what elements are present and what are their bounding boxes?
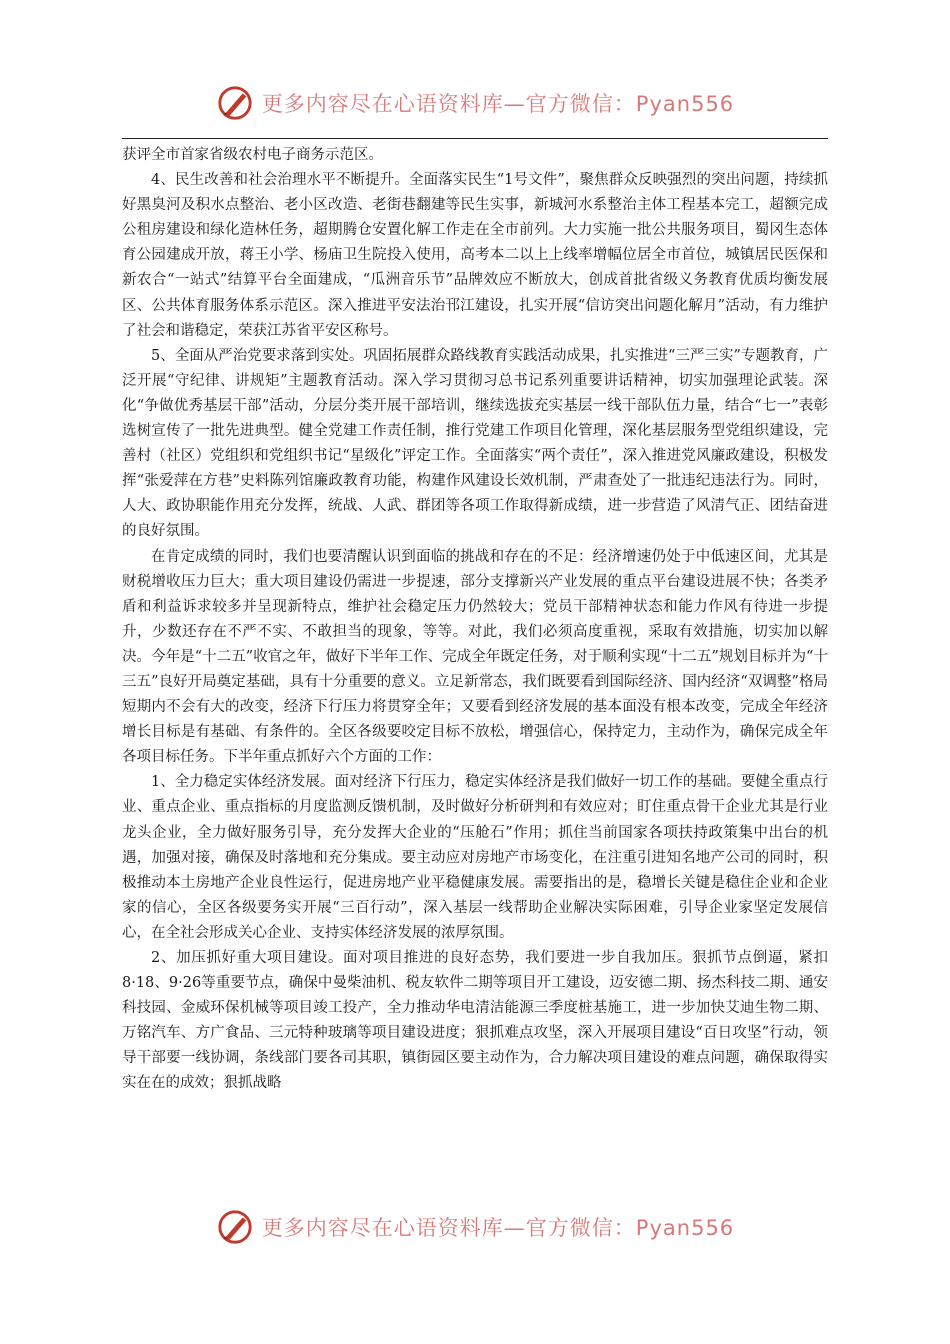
paragraph: 1、全力稳定实体经济发展。面对经济下行压力，稳定实体经济是我们做好一切工作的基础。要健全重点行业、重点企业、重点指标的月度监测反馈机制，及时做好分析研判和有效应对；盯住重点骨干企业尤其是行业龙头企业，全力做好服务引导，充分发挥大企业的“压舱石”作用；抓住当前国家各项扶持政策集中出台的机遇，加强对接，确保及时落地和充分集成。要主动应对房地产市场变化，在注重引进知名地产公司的同时，积极推动本土房地产企业良性运行，促进房地产业平稳健康发展。需要指出的是，稳增长关键是稳住企业和企业家的信心，全区各级要务实开展“三百行动”，深入基层一线帮助企业解决实际困难，引导企业家坚定发展信心，在全社会形成关心企业、支持实体经济发展的浓厚氛围。 bbox=[122, 774, 828, 941]
document-body bbox=[122, 143, 828, 1097]
pen-logo-icon bbox=[216, 84, 254, 122]
paragraph: 2、加压抓好重大项目建设。面对项目推进的良好态势，我们要进一步自我加压。狠抓节点倒逼，紧扣8·18、9·26等重要节点，确保中曼柴油机、税友软件二期等项目开工建设，迈安德二期、扬杰科技二期、通安科技园、金威环保机械等项目竣工投产，全力推动华电清洁能源三季度桩基施工，进一步加快艾迪生物二期、万铭汽车、方广食品、三元特种玻璃等项目建设进度；狠抓难点攻坚，深入开展项目建设“百日攻坚”行动，领导干部要一线协调，条线部门要各司其职，镇街园区要主动作为，合力解决项目建设的难点问题，确保取得实实在在的成效；狠抓战略 bbox=[122, 950, 828, 1092]
header-banner bbox=[0, 84, 950, 122]
footer-banner-text: 更多内容尽在心语资料库—官方微信：Pyan556 bbox=[261, 1216, 735, 1240]
paragraph: 5、全面从严治党要求落到实处。巩固拓展群众路线教育实践活动成果，扎实推进“三严三实”专题教育，广泛开展“守纪律、讲规矩”主题教育活动。深入学习贯彻习总书记系列重要讲话精神，切实加强理论武装。深化“争做优秀基层干部”活动，分层分类开展干部培训，继续选拔充实基层一线干部队伍力量，结合“七一”表彰选树宣传了一批先进典型。健全党建工作责任制，推行党建工作项目化管理，深化基层服务型党组织建设，完善村（社区）党组织和党组织书记“星级化”评定工作。全面落实“两个责任”，深入推进党风廉政建设，积极发挥“张爱萍在方巷”史料陈列馆廉政教育功能，构建作风建设长效机制，严肃查处了一批违纪违法行为。同时，人大、政协职能作用充分发挥，统战、人武、群团等各项工作取得新成绩，进一步营造了风清气正、团结奋进的良好氛围。 bbox=[122, 347, 828, 540]
pen-logo-icon bbox=[216, 1208, 254, 1246]
footer-banner bbox=[0, 1208, 950, 1246]
paragraph: 获评全市首家省级农村电子商务示范区。 bbox=[122, 147, 383, 163]
paragraph: 在肯定成绩的同时，我们也要清醒认识到面临的挑战和存在的不足：经济增速仍处于中低速区间，尤其是财税增收压力巨大；重大项目建设仍需进一步提速，部分支撑新兴产业发展的重点平台建设进展不快；各类矛盾和利益诉求较多并呈现新特点，维护社会稳定压力仍然较大；党员干部精神状态和能力作风有待进一步提升，少数还存在不严不实、不敢担当的现象，等等。对此，我们必须高度重视，采取有效措施，切实加以解决。今年是“十二五”收官之年，做好下半年工作、完成全年既定任务，对于顺利实现“十二五”规划目标并为“十三五”良好开局奠定基础，具有十分重要的意义。立足新常态，我们既要看到国际经济、国内经济“双调整”格局短期内不会有大的改变，经济下行压力将贯穿全年；又要看到经济发展的基本面没有根本改变，完成全年经济增长目标是有基础、有条件的。全区各级要咬定目标不放松，增强信心，保持定力，主动作为，确保完成全年各项目标任务。下半年重点抓好六个方面的工作： bbox=[122, 548, 828, 766]
paragraph: 4、民生改善和社会治理水平不断提升。全面落实民生“1号文件”，聚焦群众反映强烈的突出问题，持续抓好黑臭河及积水点整治、老小区改造、老街巷翻建等民生实事，新城河水系整治主体工程基本完工，超额完成公租房建设和绿化造林任务，超期腾仓安置化解工作走在全市前列。大力实施一批公共服务项目，蜀冈生态体育公园建成开放，蒋王小学、杨庙卫生院投入使用，高考本二以上上线率增幅位居全市首位，城镇居民医保和新农合“一站式”结算平台全面建成，“瓜洲音乐节”品牌效应不断放大，创成首批省级义务教育优质均衡发展区、公共体育服务体系示范区。深入推进平安法治邗江建设，扎实开展“信访突出问题化解月”活动，有力维护了社会和谐稳定，荣获江苏省平安区称号。 bbox=[122, 172, 828, 339]
header-banner-text: 更多内容尽在心语资料库—官方微信：Pyan556 bbox=[261, 92, 735, 116]
header-divider bbox=[122, 138, 828, 139]
